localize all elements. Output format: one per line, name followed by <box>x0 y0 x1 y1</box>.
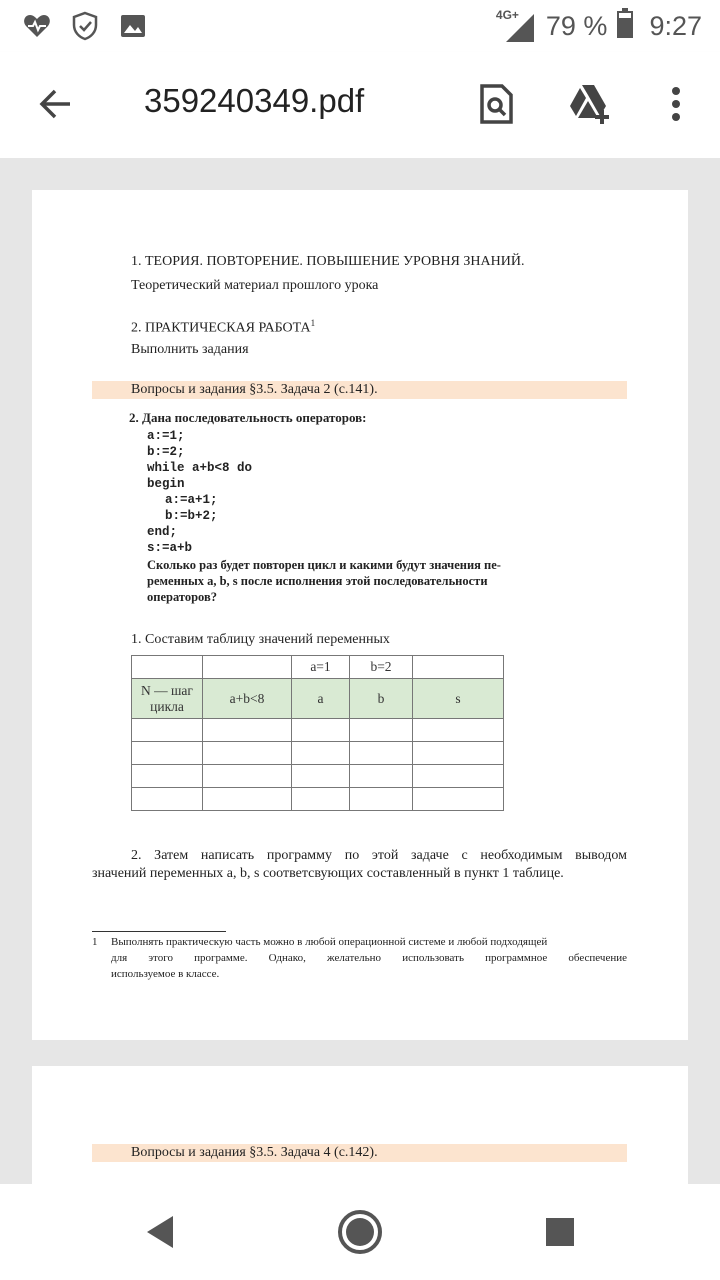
table-cell: a+b<8 <box>203 679 292 719</box>
clock: 9:27 <box>649 10 702 41</box>
code-line-6: b:=b+2; <box>165 509 218 523</box>
navigation-bar <box>0 1184 720 1280</box>
section2-title <box>131 318 315 337</box>
network-type: 4G+ <box>495 8 519 22</box>
table-cell: N — шаг цикла <box>132 679 203 719</box>
document-title: 359240349.pdf <box>144 82 365 119</box>
battery-icon <box>617 8 633 45</box>
page2-task-header: Вопросы и задания §3.5. Задача 4 (с.142). <box>131 1145 378 1160</box>
code-line-8: s:=a+b <box>147 541 193 555</box>
section2-text: Выполнить задания <box>131 342 249 357</box>
table-row <box>132 788 504 811</box>
table-header-row <box>132 656 504 679</box>
section1-text: Теоретический материал прошлого урока <box>131 278 379 293</box>
nav-recents-button[interactable] <box>532 1204 588 1260</box>
code-line-7: end; <box>147 525 178 539</box>
table-caption: 1. Составим таблицу значений переменных <box>131 632 390 647</box>
table-cell <box>132 656 203 679</box>
question-line-2: ременных a, b, s после исполнения этой последовательности <box>147 574 488 588</box>
square-recents-icon <box>543 1215 577 1249</box>
variables-table <box>131 655 504 811</box>
add-to-drive-button[interactable] <box>566 80 614 128</box>
section1-title: 1. ТЕОРИЯ. ПОВТОРЕНИЕ. ПОВЫШЕНИЕ УРОВНЯ ЗНАНИЙ. <box>131 254 525 269</box>
footnote-line-3: используемое в классе. <box>111 968 220 980</box>
question-line-3: операторов? <box>147 590 217 604</box>
circle-home-icon <box>336 1208 384 1256</box>
battery-percent: 79 % <box>545 10 608 41</box>
table-cell: a=1 <box>292 656 350 679</box>
footnote-divider <box>92 931 226 932</box>
shield-check-icon <box>70 11 100 41</box>
table-cell <box>203 656 292 679</box>
task-header: Вопросы и задания §3.5. Задача 2 (с.141). <box>131 382 378 397</box>
document-search-icon <box>478 84 514 124</box>
table-row <box>132 765 504 788</box>
table-cell: b <box>350 679 413 719</box>
drive-add-icon <box>566 82 614 126</box>
pdf-page-1 <box>32 190 688 1040</box>
arrow-left-icon <box>36 84 76 124</box>
section2-title-text: 2. ПРАКТИЧЕСКАЯ РАБОТА <box>131 320 311 336</box>
footnote-line-1: Выполнять практическую часть можно в любой операционной системе и любой подходящей <box>111 936 548 948</box>
code-line-2: b:=2; <box>147 445 185 459</box>
status-bar <box>0 0 720 52</box>
table-cell <box>413 656 504 679</box>
pdf-viewer[interactable] <box>0 158 720 1184</box>
table-cell: s <box>413 679 504 719</box>
app-bar <box>0 52 720 158</box>
triangle-back-icon <box>140 1212 180 1252</box>
table-row <box>132 742 504 765</box>
signal-icon <box>495 8 536 44</box>
pdf-page-2 <box>32 1066 688 1184</box>
health-heart-icon <box>22 11 52 41</box>
table-cell: a <box>292 679 350 719</box>
back-button[interactable] <box>32 80 80 128</box>
code-line-3: while a+b<8 do <box>147 461 253 475</box>
gallery-icon <box>118 11 148 41</box>
problem-title: 2. Дана последовательность операторов: <box>129 410 367 425</box>
footnote-line-2: для этого программе. Однако, желательно использовать программное обеспечение <box>111 952 627 964</box>
step2-line-2: значений переменных a, b, s соответсвующих составленный в пункт 1 таблице. <box>92 866 564 881</box>
nav-back-button[interactable] <box>132 1204 188 1260</box>
find-in-document-button[interactable] <box>472 80 520 128</box>
more-options-button[interactable] <box>652 80 700 128</box>
footnote-mark: 1 <box>310 318 316 328</box>
code-line-4: begin <box>147 477 185 491</box>
step2-line-1: 2. Затем написать программу по этой задаче с необходимым выводом <box>131 848 627 863</box>
table-label-row <box>132 679 504 719</box>
nav-home-button[interactable] <box>332 1204 388 1260</box>
footnote-number: 1 <box>92 936 98 948</box>
table-row <box>132 719 504 742</box>
code-line-5: a:=a+1; <box>165 493 218 507</box>
code-line-1: a:=1; <box>147 429 185 443</box>
table-cell: b=2 <box>350 656 413 679</box>
question-line-1: Сколько раз будет повторен цикл и какими будут значения пе- <box>147 558 501 572</box>
more-vert-icon <box>671 86 681 122</box>
